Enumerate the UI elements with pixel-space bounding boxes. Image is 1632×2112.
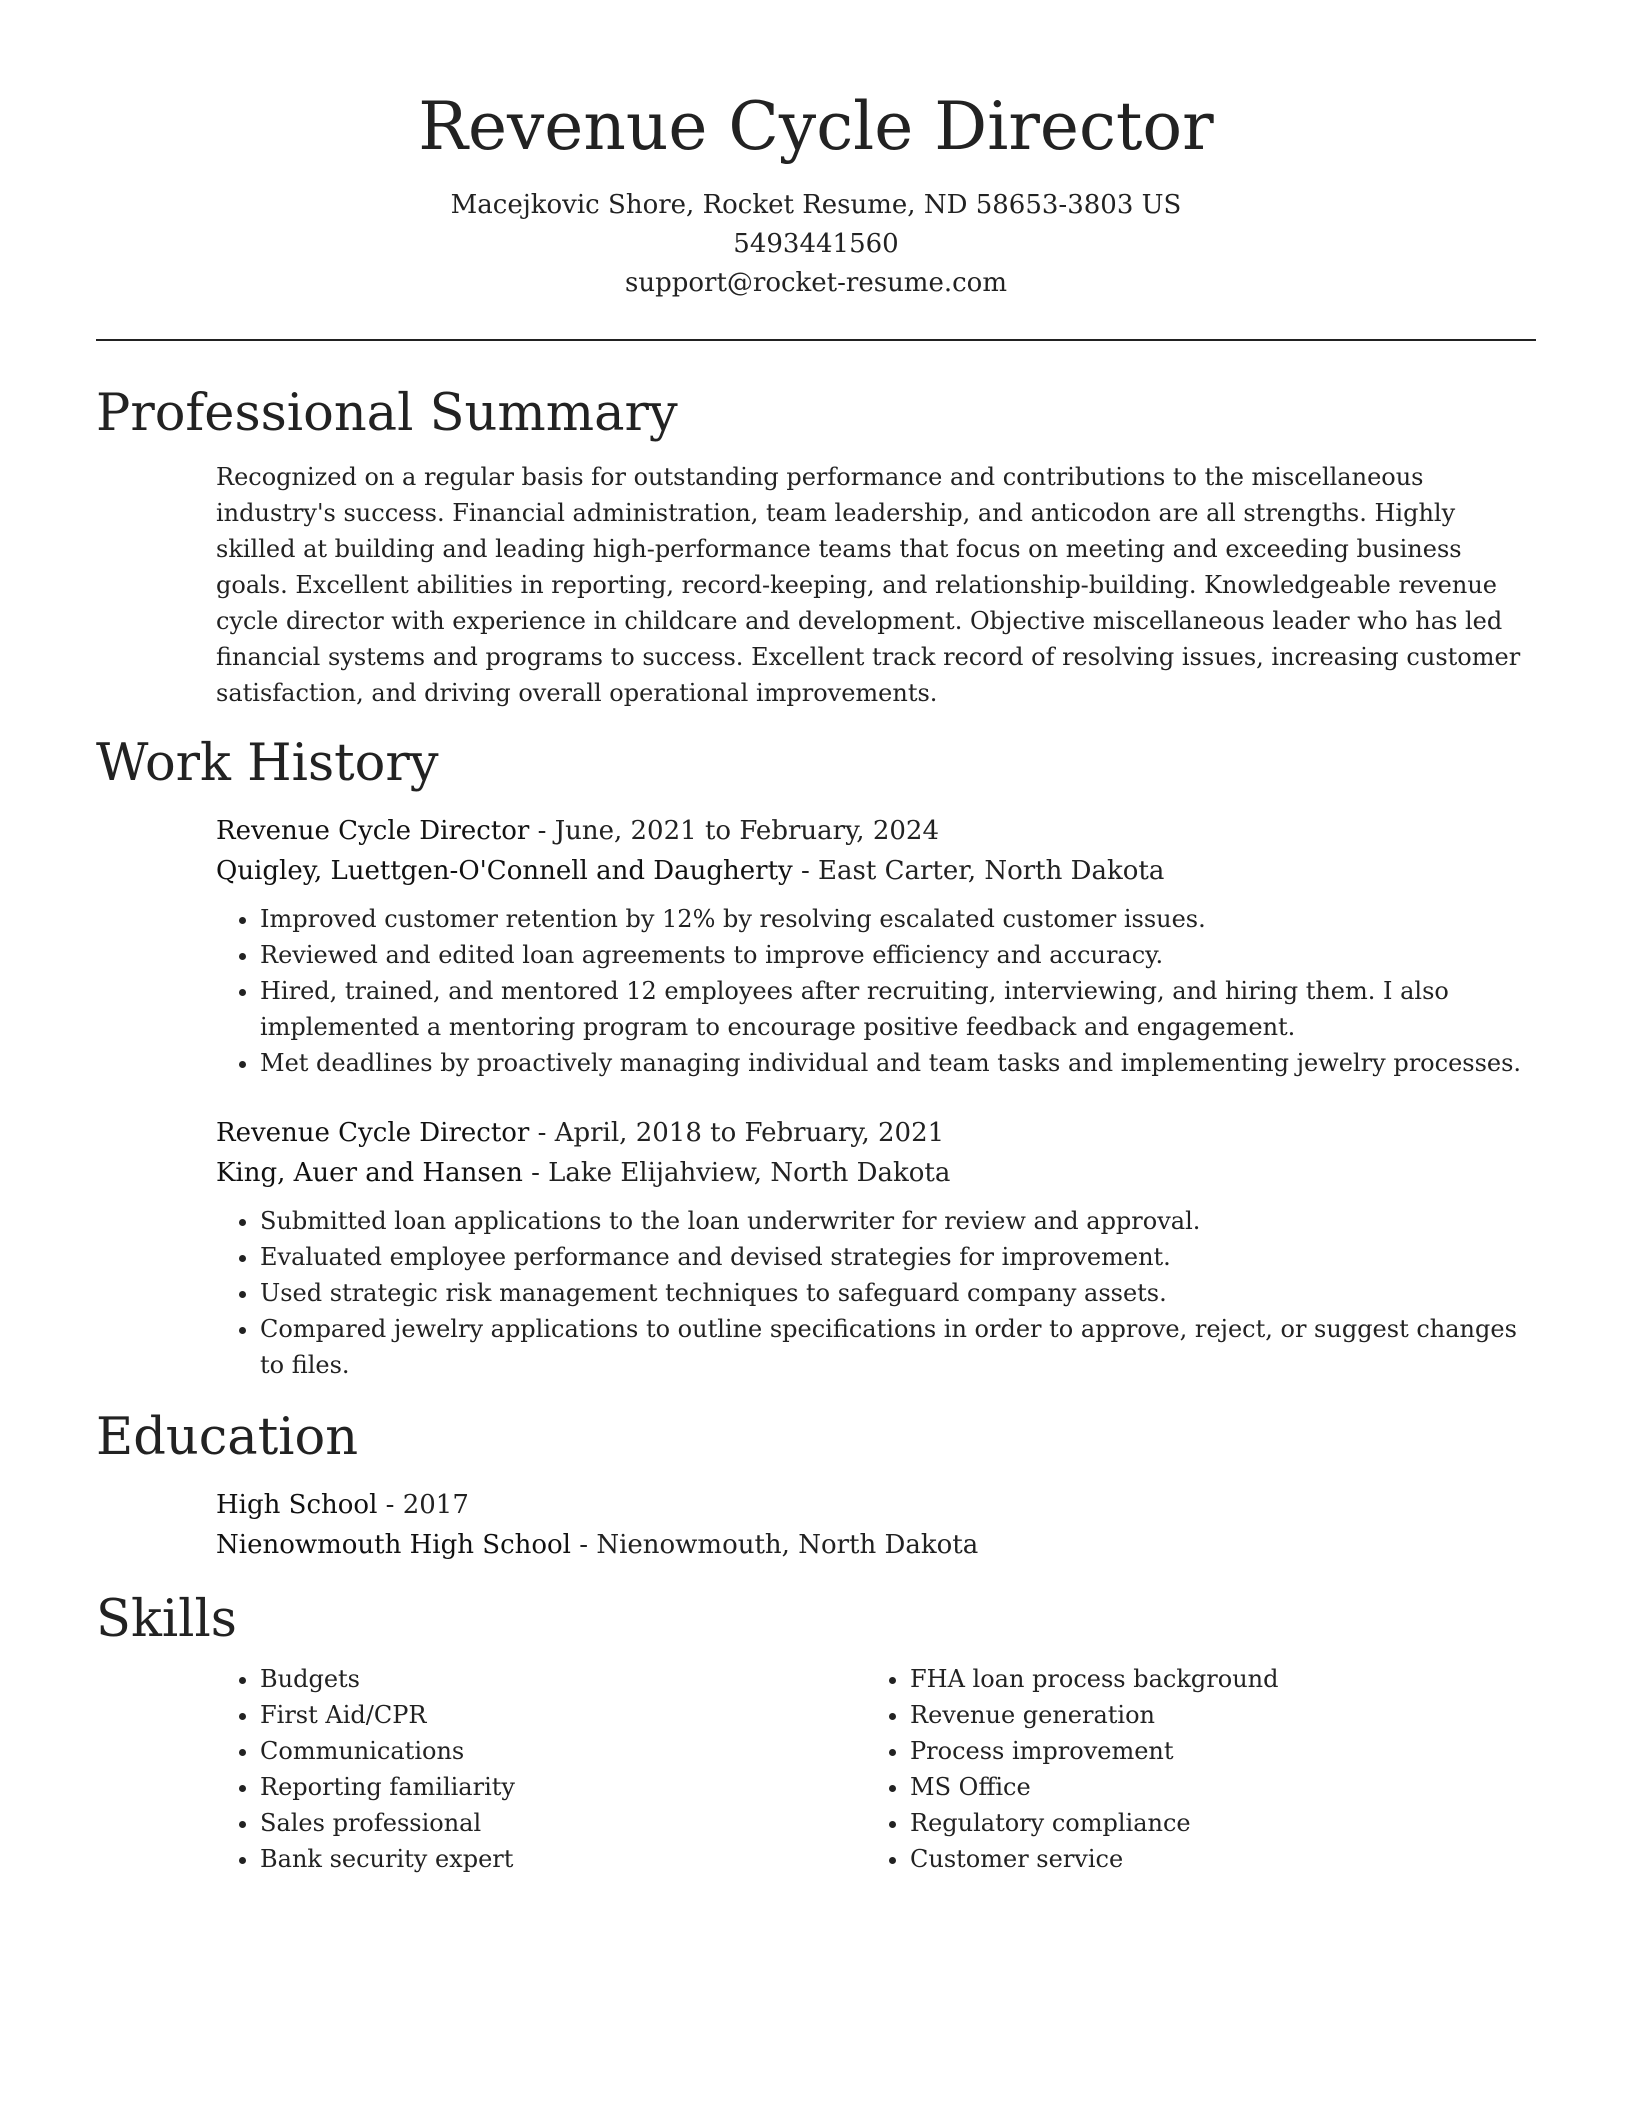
- skill-item: • FHA loan process background: [910, 1661, 1516, 1697]
- separator: -: [792, 856, 819, 886]
- professional-summary-section: [96, 381, 1536, 711]
- separator: -: [529, 816, 555, 846]
- job-entry: [216, 811, 1536, 1081]
- job-company-line: [216, 851, 1536, 891]
- skill-item: • Communications: [260, 1733, 866, 1769]
- separator: -: [571, 1530, 597, 1560]
- education-heading: Education: [96, 1408, 359, 1467]
- job-location: Lake Elijahview, North Dakota: [548, 1158, 951, 1188]
- work-history-section: [96, 731, 1536, 1383]
- skill-item: • Reporting familiarity: [260, 1769, 866, 1805]
- job-location: East Carter, North Dakota: [818, 856, 1165, 886]
- job-dates: June, 2021 to February, 2024: [554, 816, 939, 846]
- contact-email: support@rocket-resume.com: [624, 268, 1007, 298]
- job-bullets: [216, 901, 1536, 1081]
- separator: -: [522, 1158, 549, 1188]
- education-year: 2017: [402, 1490, 469, 1520]
- separator: -: [377, 1490, 403, 1520]
- skills-heading: Skills: [96, 1590, 237, 1649]
- skill-item: • Sales professional: [260, 1805, 866, 1841]
- summary-heading: Professional Summary: [96, 384, 678, 443]
- job-bullet: • Used strategic risk management techniques to safeguard company assets.: [260, 1275, 1536, 1311]
- job-bullet: • Improved customer retention by 12% by resolving escalated customer issues.: [260, 901, 1536, 937]
- job-company: Quigley, Luettgen-O'Connell and Daugherty: [216, 856, 793, 886]
- skill-item: • First Aid/CPR: [260, 1697, 866, 1733]
- contact-address: Macejkovic Shore, Rocket Resume, ND 58653-3803 US: [450, 190, 1182, 220]
- job-bullet: • Compared jewelry applications to outline specifications in order to approve, reject, or suggest changes to files.: [260, 1311, 1536, 1383]
- candidate-name: Revenue Cycle Director: [418, 88, 1214, 165]
- summary-text: Recognized on a regular basis for outstanding performance and contributions to the miscellaneous industry's success. Financial administration, team leadership, and anticodon are all strengths. Highly skilled at building and leading high-performance teams that focus on meeting and exceeding business goals. Excellent abilities in reporting, record-keeping, and relationship-building. Knowledgeable revenue cycle director with experience in childcare and development. Objective miscellaneous leader who has led financial systems and programs to success. Excellent track record of resolving issues, increasing customer satisfaction, and driving overall operational improvements.: [216, 463, 1521, 707]
- job-entry: [216, 1113, 1536, 1383]
- education-location: Nienowmouth, North Dakota: [596, 1530, 979, 1560]
- skills-grid: [216, 1661, 1536, 1877]
- skills-section: [96, 1587, 1536, 1877]
- job-dates: April, 2018 to February, 2021: [554, 1118, 945, 1148]
- job-bullet: • Reviewed and edited loan agreements to improve efficiency and accuracy.: [260, 937, 1536, 973]
- header-divider: [96, 339, 1536, 341]
- job-bullet: • Hired, trained, and mentored 12 employees after recruiting, interviewing, and hiring them. I also implemented a mentoring program to encourage positive feedback and engagement.: [260, 973, 1536, 1045]
- job-company-line: [216, 1153, 1536, 1193]
- job-bullet: • Evaluated employee performance and devised strategies for improvement.: [260, 1239, 1536, 1275]
- skill-item: • MS Office: [910, 1769, 1516, 1805]
- job-bullet: • Met deadlines by proactively managing individual and team tasks and implementing jewelry processes.: [260, 1045, 1536, 1081]
- skill-item: • Regulatory compliance: [910, 1805, 1516, 1841]
- job-bullet: • Submitted loan applications to the loan underwriter for review and approval.: [260, 1203, 1536, 1239]
- separator: -: [529, 1118, 555, 1148]
- education-school: Nienowmouth High School: [216, 1530, 571, 1560]
- resume-header: [96, 0, 1536, 303]
- contact-phone: 5493441560: [733, 229, 899, 259]
- job-position: Revenue Cycle Director: [216, 816, 530, 846]
- skill-item: • Revenue generation: [910, 1697, 1516, 1733]
- job-title-line: [216, 1113, 1536, 1153]
- job-title-line: [216, 811, 1536, 851]
- education-section: [96, 1405, 1536, 1565]
- work-history-heading: Work History: [96, 734, 439, 793]
- skills-column-left: [216, 1661, 866, 1877]
- education-degree: High School: [216, 1490, 378, 1520]
- skills-column-right: [866, 1661, 1516, 1877]
- job-company: King, Auer and Hansen: [216, 1158, 523, 1188]
- skill-item: • Bank security expert: [260, 1841, 866, 1877]
- job-position: Revenue Cycle Director: [216, 1118, 530, 1148]
- skill-item: • Process improvement: [910, 1733, 1516, 1769]
- skill-item: • Budgets: [260, 1661, 866, 1697]
- job-bullets: [216, 1203, 1536, 1383]
- contact-info: [96, 186, 1536, 303]
- education-school-line: [216, 1525, 1536, 1565]
- education-degree-line: [216, 1485, 1536, 1525]
- skill-item: • Customer service: [910, 1841, 1516, 1877]
